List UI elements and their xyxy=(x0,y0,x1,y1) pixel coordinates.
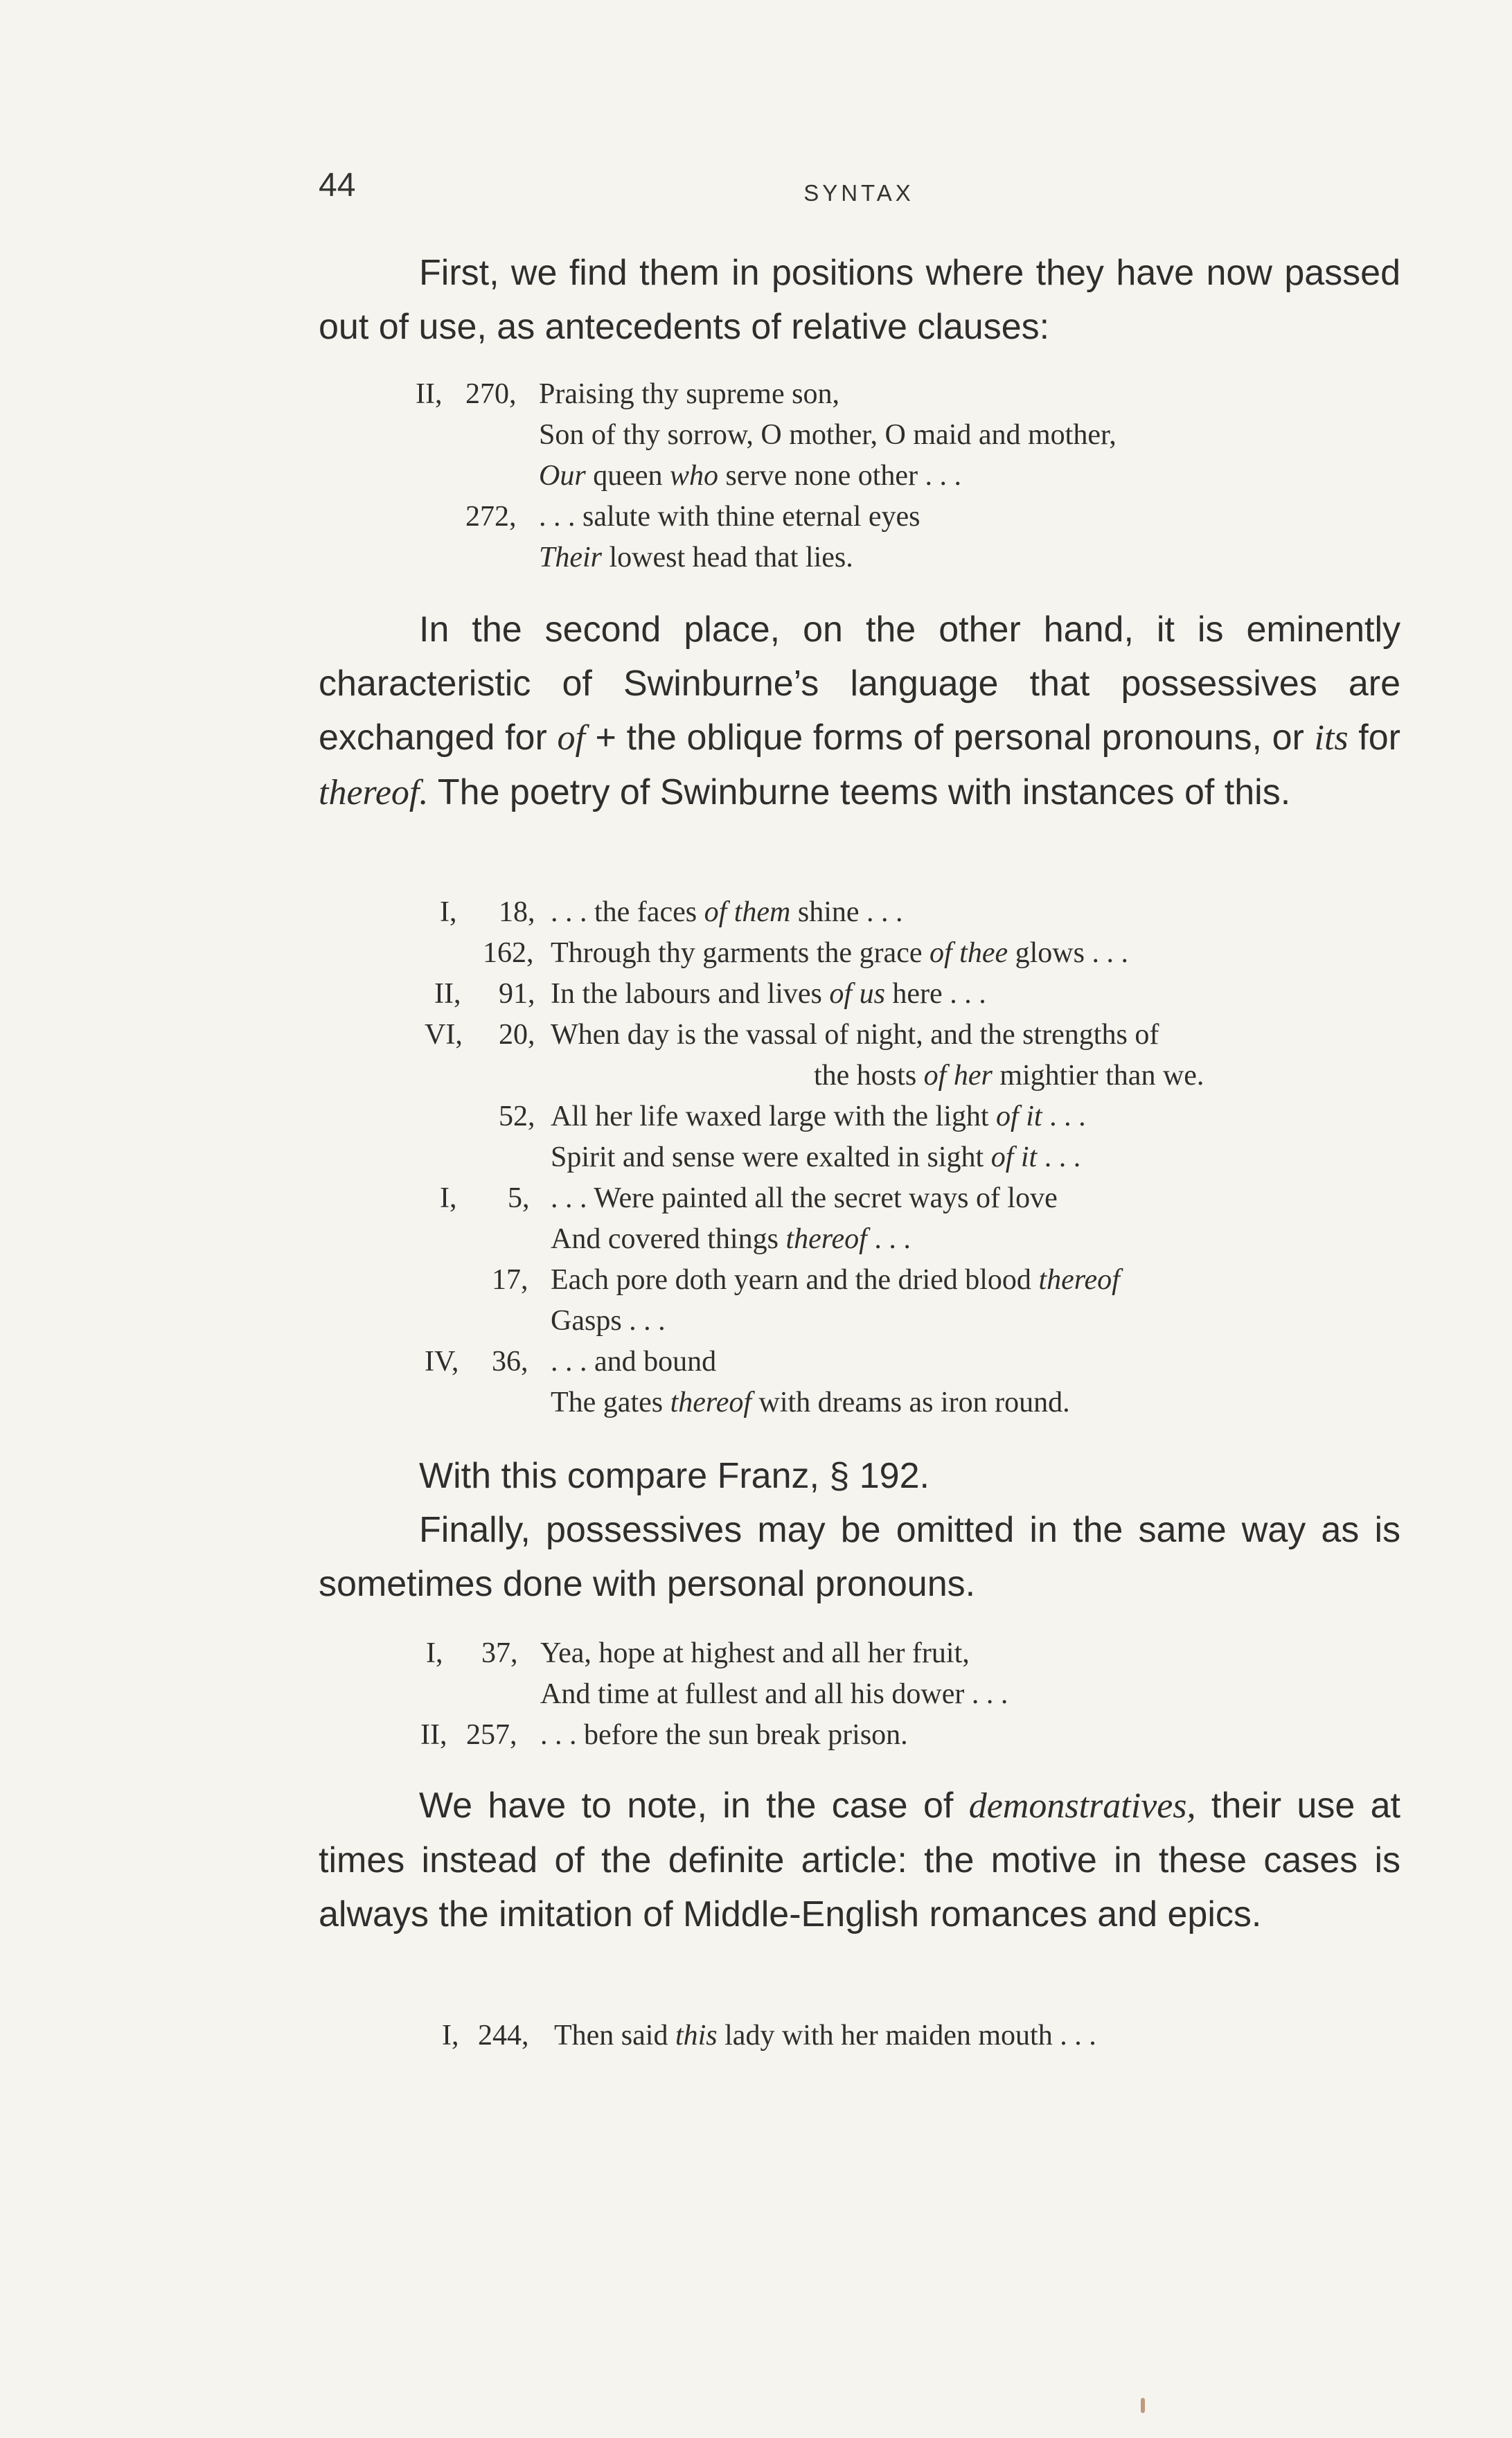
quote-line xyxy=(440,892,1406,933)
paragraph-1 xyxy=(319,246,1400,354)
italic-word: of thee xyxy=(929,937,1008,969)
italic-word: of it xyxy=(996,1101,1042,1132)
quote-line xyxy=(416,374,1399,415)
ink-speck xyxy=(1141,2398,1145,2413)
quotation-block-1 xyxy=(416,374,1399,578)
italic-word: demonstratives, xyxy=(968,1786,1196,1826)
quote-text: When day is the vassal of night, and the strengths of xyxy=(551,1019,1159,1051)
italic-word: thereof xyxy=(785,1223,867,1255)
quote-text: All her life waxed large with the light of it . . . xyxy=(551,1101,1086,1132)
running-head: SYNTAX xyxy=(803,180,914,206)
volume-ref: IV, xyxy=(425,1346,459,1378)
quote-line xyxy=(442,2016,1398,2056)
italic-word: Their xyxy=(539,542,603,573)
quote-line xyxy=(425,1342,1406,1382)
quote-line xyxy=(426,1674,1396,1715)
quote-text: And covered things thereof . . . xyxy=(551,1223,911,1255)
quote-line xyxy=(440,1178,1406,1219)
paragraph-3 xyxy=(319,1449,1400,1611)
quote-text: Each pore doth yearn and the dried blood thereof xyxy=(551,1264,1120,1296)
quote-line xyxy=(440,1096,1406,1137)
line-ref: 18, xyxy=(499,896,535,928)
volume-ref: II, xyxy=(416,378,443,410)
page-header xyxy=(319,166,1399,215)
quote-text: Through thy garments the grace of thee glows . . . xyxy=(551,937,1128,969)
quote-text: Praising thy supreme son, xyxy=(539,378,839,410)
italic-word: who xyxy=(669,460,718,492)
quote-line xyxy=(416,537,1399,578)
quote-text: . . . salute with thine eternal eyes xyxy=(539,501,920,533)
line-ref: 5, xyxy=(508,1182,530,1214)
line-ref: 36, xyxy=(492,1346,528,1378)
quote-text: Our queen who serve none other . . . xyxy=(539,460,962,492)
line-ref: 37, xyxy=(481,1637,518,1669)
volume-ref: I, xyxy=(442,2020,459,2052)
paragraph-3-line-1: With this compare Franz, § 192. xyxy=(419,1456,930,1496)
line-ref: 272, xyxy=(465,501,517,533)
volume-ref: I, xyxy=(440,1182,457,1214)
quote-line xyxy=(440,933,1406,974)
italic-word: thereof xyxy=(670,1387,752,1418)
italic-word: this xyxy=(675,2020,718,2052)
quote-text: Yea, hope at highest and all her fruit, xyxy=(540,1637,970,1669)
italic-word: of us xyxy=(829,978,885,1010)
italic-word: thereof. xyxy=(319,773,429,812)
italic-word: thereof xyxy=(1038,1264,1120,1296)
volume-ref: II, xyxy=(420,1719,447,1751)
quote-text: Gasps . . . xyxy=(551,1305,666,1337)
quote-text: Son of thy sorrow, O mother, O maid and mother, xyxy=(539,419,1117,451)
quote-text: In the labours and lives of us here . . . xyxy=(551,978,986,1010)
line-ref: 270, xyxy=(465,378,517,410)
quotation-block-4 xyxy=(442,2016,1398,2056)
line-ref: 91, xyxy=(499,978,535,1010)
quote-line xyxy=(425,1015,1406,1056)
quote-line xyxy=(426,1633,1396,1674)
quote-text: . . . Were painted all the secret ways of love xyxy=(551,1182,1058,1214)
quote-line xyxy=(440,1137,1406,1178)
italic-word: of it xyxy=(990,1141,1038,1173)
quote-text: . . . the faces of them shine . . . xyxy=(551,896,903,928)
quote-text: Then said this lady with her maiden mouth . . . xyxy=(554,2020,1096,2052)
quote-line xyxy=(416,415,1399,456)
line-ref: 52, xyxy=(499,1101,535,1132)
quote-text: the hosts of her mightier than we. xyxy=(814,1060,1204,1092)
quote-line xyxy=(420,1715,1396,1756)
volume-ref: I, xyxy=(440,896,457,928)
quote-line xyxy=(434,974,1406,1015)
page-number: 44 xyxy=(319,167,356,204)
paragraph-4 xyxy=(319,1779,1400,1941)
paragraph-2 xyxy=(319,603,1400,820)
italic-word: of her xyxy=(923,1060,993,1092)
paragraph-2-text: In the second place, on the other hand, it is eminently characteristic of Swinburne’s language that possessives are exchanged for of + the oblique forms of personal pronouns, or its for thereof. The poetry of Swinburne teems with instances of this. xyxy=(319,610,1400,812)
quote-line xyxy=(440,1301,1406,1342)
italic-word: of xyxy=(557,718,585,758)
paragraph-4-text: We have to note, in the case of demonstratives, their use at times instead of the definite article: the motive in these cases is always the imitation of Middle-English romances and epics. xyxy=(319,1786,1400,1934)
volume-ref: II, xyxy=(434,978,461,1010)
volume-ref: VI, xyxy=(425,1019,463,1051)
paragraph-3-text: Finally, possessives may be omitted in the same way as is sometimes done with personal pronouns. xyxy=(319,1510,1400,1604)
quote-text: Spirit and sense were exalted in sight of it . . . xyxy=(551,1141,1081,1173)
quote-line xyxy=(440,1382,1406,1423)
line-ref: 162, xyxy=(483,937,534,969)
quote-text: And time at fullest and all his dower . . . xyxy=(540,1678,1008,1710)
quote-text: Their lowest head that lies. xyxy=(539,542,853,573)
italic-word: its xyxy=(1314,718,1349,758)
quote-text: . . . before the sun break prison. xyxy=(540,1719,908,1751)
paragraph-1-text: First, we find them in positions where they have now passed out of use, as antecedents of relative clauses: xyxy=(319,253,1400,347)
volume-ref: I, xyxy=(426,1637,443,1669)
line-ref: 17, xyxy=(492,1264,528,1296)
quotation-block-2 xyxy=(425,892,1406,1423)
quote-line xyxy=(440,1219,1406,1260)
quote-line xyxy=(416,497,1399,537)
line-ref: 244, xyxy=(478,2020,529,2052)
italic-word: of them xyxy=(704,896,791,928)
quote-line xyxy=(440,1056,1406,1096)
line-ref: 257, xyxy=(466,1719,517,1751)
line-ref: 20, xyxy=(499,1019,535,1051)
italic-word: Our xyxy=(539,460,586,492)
quote-line xyxy=(416,456,1399,497)
quotation-block-3 xyxy=(420,1633,1396,1756)
quote-line xyxy=(440,1260,1406,1301)
quote-text: The gates thereof with dreams as iron round. xyxy=(551,1387,1070,1418)
quote-text: . . . and bound xyxy=(551,1346,717,1378)
